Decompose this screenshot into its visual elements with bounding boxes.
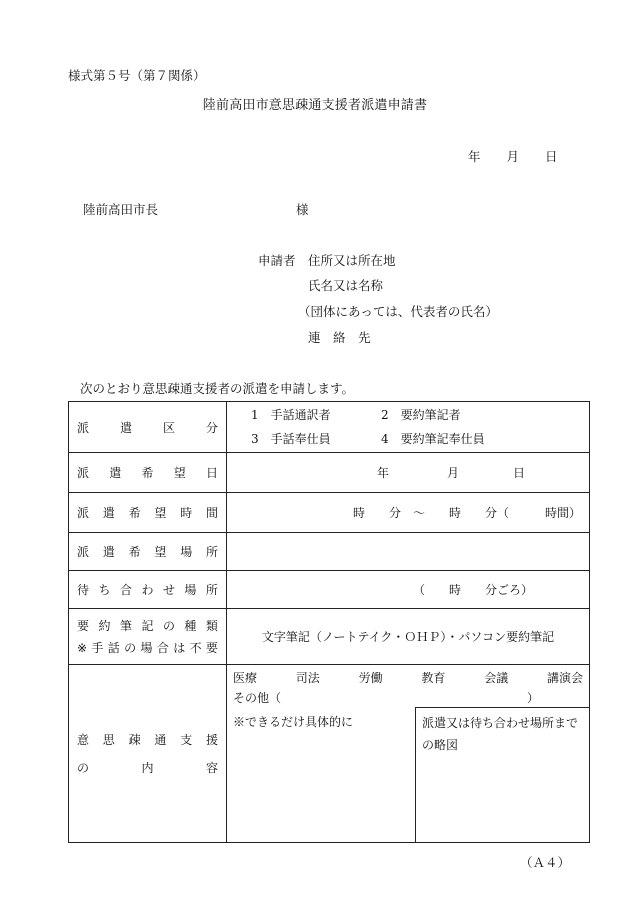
support-content-field[interactable] (227, 665, 590, 843)
field-education[interactable]: 教育 (421, 671, 446, 685)
label-desired-date (69, 453, 227, 493)
label-char: 内 (141, 760, 154, 775)
applicant-address-label: 住所又は所在地 (308, 253, 396, 268)
label-char: ち (98, 583, 111, 597)
summary-type-options[interactable] (227, 609, 590, 665)
label-char: 希 (141, 466, 154, 480)
applicant-group-note: （団体にあっては、代表者の氏名） (298, 304, 498, 319)
date-month: 月 (506, 149, 520, 164)
label-char: 類 (205, 618, 218, 633)
label-desired-time (69, 493, 227, 533)
document-title: 陸前高田市意思疎通支援者派遣申請書 (202, 98, 428, 113)
label-char: の (124, 640, 137, 655)
row-meeting-place (69, 571, 590, 609)
desired-place-field[interactable] (227, 533, 590, 571)
label-char: 支 (180, 732, 193, 747)
desired-time-field[interactable] (227, 493, 590, 533)
label-char: ※ (77, 640, 88, 655)
summary-type-label-line2 (77, 637, 218, 659)
form-number: 様式第５号（第７関係） (68, 68, 206, 83)
label-char: 待 (77, 583, 90, 597)
label-char: 容 (205, 760, 218, 775)
option-1[interactable] (251, 403, 381, 427)
row-desired-place (69, 533, 590, 571)
application-date (468, 147, 558, 165)
label-char: は (173, 640, 186, 655)
row-support-content (69, 665, 590, 843)
label-char: 場 (180, 545, 193, 559)
label-summary-type (69, 609, 227, 665)
label-char: 筆 (119, 618, 132, 633)
label-char: 合 (156, 640, 169, 655)
label-char: 望 (154, 545, 167, 559)
label-meeting-place (69, 571, 227, 609)
label-char: 遣 (119, 420, 132, 435)
field-labor[interactable]: 労働 (358, 671, 383, 685)
desired-date-year: 年 (376, 466, 389, 480)
option-number: 2 (381, 408, 389, 422)
label-char: せ (162, 583, 175, 597)
other-open: その他（ (233, 691, 282, 705)
label-char: 要 (205, 640, 218, 655)
addressee-honorific: 様 (296, 202, 309, 217)
label-char: 合 (119, 583, 132, 597)
field-meeting[interactable]: 会議 (484, 671, 509, 685)
label-char: 派 (77, 420, 90, 435)
label-char: 間 (205, 506, 218, 520)
label-char: 援 (205, 732, 218, 747)
applicant-heading: 申請者 (258, 253, 296, 268)
label-char: 場 (184, 583, 197, 597)
field-judicial[interactable]: 司法 (295, 671, 320, 685)
row-desired-date (69, 453, 590, 493)
label-char: 遣 (109, 466, 122, 480)
label-char: 不 (189, 640, 202, 655)
label-char: 希 (128, 506, 141, 520)
label-char: 望 (173, 466, 186, 480)
row-summary-type (69, 609, 590, 665)
application-form-table (68, 401, 590, 843)
label-char: 派 (77, 545, 90, 559)
label-char: 遣 (102, 506, 115, 520)
label-char: 意 (77, 732, 90, 747)
label-char: 望 (154, 506, 167, 520)
label-char: 種 (184, 618, 197, 633)
label-dispatch-category (69, 402, 227, 453)
map-sketch-box[interactable] (415, 707, 590, 842)
option-text: 要約筆記奉仕員 (400, 432, 485, 446)
desired-date-month: 月 (446, 466, 459, 480)
label-char: 日 (205, 466, 218, 480)
desired-date-day: 日 (512, 466, 525, 480)
date-day: 日 (545, 149, 558, 164)
applicant-contact-label: 連 絡 先 (308, 330, 371, 345)
label-char: 派 (77, 506, 90, 520)
label-char: 思 (102, 732, 115, 747)
label-char: 記 (141, 618, 154, 633)
label-desired-place (69, 533, 227, 571)
intro-text: 次のとおり意思疎通支援者の派遣を申請します。 (80, 381, 355, 396)
option-4[interactable] (381, 427, 485, 451)
option-3[interactable] (251, 427, 381, 451)
label-char: わ (141, 583, 154, 597)
content-label-line1 (77, 726, 218, 754)
option-text: 手話奉仕員 (270, 432, 331, 446)
content-field-list (233, 667, 583, 689)
label-char: 区 (162, 420, 175, 435)
option-2[interactable] (381, 403, 461, 427)
desired-time-template: 時 分 ～ 時 分（ 時間） (352, 506, 581, 520)
field-lecture[interactable]: 講演会 (546, 671, 583, 685)
label-char: 希 (128, 545, 141, 559)
label-char: 疎 (128, 732, 141, 747)
label-char: の (162, 618, 175, 633)
content-label-line2 (77, 754, 218, 782)
label-char: 話 (107, 640, 120, 655)
paper-size-label: （Ａ４） (519, 855, 570, 870)
label-char: 所 (205, 583, 218, 597)
label-char: の (77, 760, 90, 775)
label-char: 手 (91, 640, 104, 655)
content-note: ※できるだけ具体的に (233, 715, 354, 729)
option-number: 4 (381, 432, 389, 446)
content-other-row[interactable] (233, 687, 539, 709)
map-sketch-label: 派遣又は待ち合わせ場所までの略図 (422, 716, 579, 752)
field-medical[interactable]: 医療 (233, 671, 258, 685)
label-char: 時 (180, 506, 193, 520)
dispatch-category-options[interactable] (227, 402, 590, 453)
applicant-name-label: 氏名又は名称 (308, 278, 384, 293)
option-number: 1 (251, 408, 259, 422)
label-char: 通 (154, 732, 167, 747)
label-support-content (69, 665, 227, 843)
label-char: 場 (140, 640, 153, 655)
label-char: 所 (205, 545, 218, 559)
meeting-place-field[interactable] (227, 571, 590, 609)
other-close: ） (526, 691, 539, 705)
meeting-time-template: （ 時 分ごろ） (412, 583, 533, 597)
label-char: 分 (205, 420, 218, 435)
label-char: 約 (98, 618, 111, 633)
summary-type-label-line1 (77, 615, 218, 637)
row-desired-time (69, 493, 590, 533)
option-text: 手話通訳者 (270, 408, 331, 422)
summary-type-value: 文字筆記（ノートテイク・ＯＨＰ）・パソコン要約筆記 (261, 630, 555, 644)
date-year: 年 (468, 149, 481, 164)
label-char: 派 (77, 466, 90, 480)
label-char: 遣 (102, 545, 115, 559)
option-text: 要約筆記者 (400, 408, 461, 422)
label-char: 要 (77, 618, 90, 633)
row-dispatch-category (69, 402, 590, 453)
addressee-name: 陸前高田市長 (83, 202, 159, 217)
desired-date-field[interactable] (227, 453, 590, 493)
option-number: 3 (251, 432, 259, 446)
